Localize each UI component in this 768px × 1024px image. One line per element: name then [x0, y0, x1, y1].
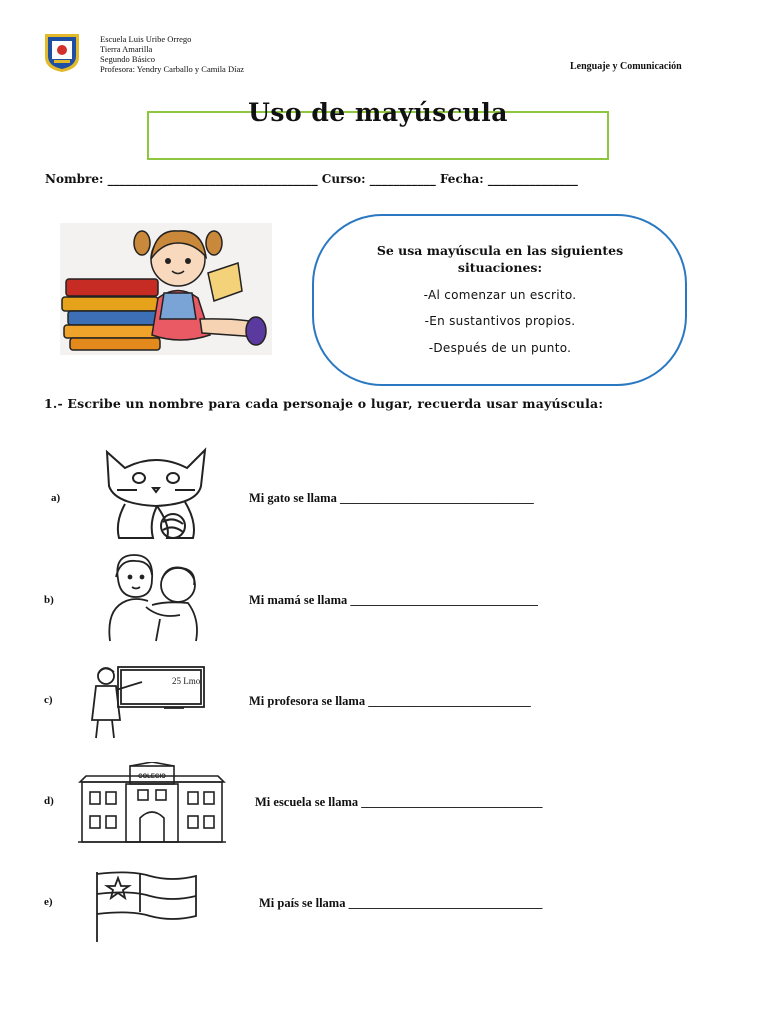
item-answer-line: Mi gato se llama _______________________________ — [249, 491, 534, 505]
item-letter: e) — [44, 896, 53, 908]
cat-illustration — [97, 442, 215, 542]
school-crest-logo — [42, 31, 82, 73]
item-letter: b) — [44, 594, 54, 606]
blackboard-writing: 25 Lmo — [172, 676, 201, 686]
item-letter: a) — [51, 492, 61, 504]
mother-hugging-child-illustration — [96, 549, 210, 643]
item-answer-line: Mi país se llama _______________________________ — [259, 896, 543, 910]
rules-heading: Se usa mayúscula en las siguientes situaciones: — [376, 243, 624, 275]
chile-flag-illustration — [92, 868, 204, 944]
grade-level: Segundo Básico — [100, 54, 156, 64]
school-building-illustration — [76, 762, 228, 846]
item-letter: c) — [44, 694, 53, 706]
rule-item: -Después de un punto. — [428, 341, 572, 355]
girl-reading-illustration — [60, 223, 272, 355]
teacher-at-blackboard-illustration — [84, 662, 208, 742]
exercise-instruction: 1.- Escribe un nombre para cada personaje o lugar, recuerda usar mayúscula: — [44, 396, 604, 411]
item-letter: d) — [44, 795, 54, 807]
item-answer-line: Mi escuela se llama _____________________________ — [255, 795, 543, 809]
student-info-line: Nombre: ___________________________________ Curso: ___________ Fecha: _______________ — [45, 172, 578, 186]
rule-item: -Al comenzar un escrito. — [423, 288, 577, 302]
teachers-line: Profesora: Yendry Carballo y Camila Díaz — [100, 64, 244, 74]
page-title: Uso de mayúscula — [248, 98, 508, 127]
school-sign-text: COLEGIO — [138, 774, 166, 780]
item-answer-line: Mi profesora se llama __________________________ — [249, 694, 531, 708]
school-location: Tierra Amarilla — [100, 44, 153, 54]
item-answer-line: Mi mamá se llama ______________________________ — [249, 593, 538, 607]
school-info — [100, 34, 244, 74]
school-name: Escuela Luis Uribe Orrego — [100, 34, 192, 44]
subject-label: Lenguaje y Comunicación — [570, 61, 682, 72]
rule-item: -En sustantivos propios. — [424, 314, 576, 328]
